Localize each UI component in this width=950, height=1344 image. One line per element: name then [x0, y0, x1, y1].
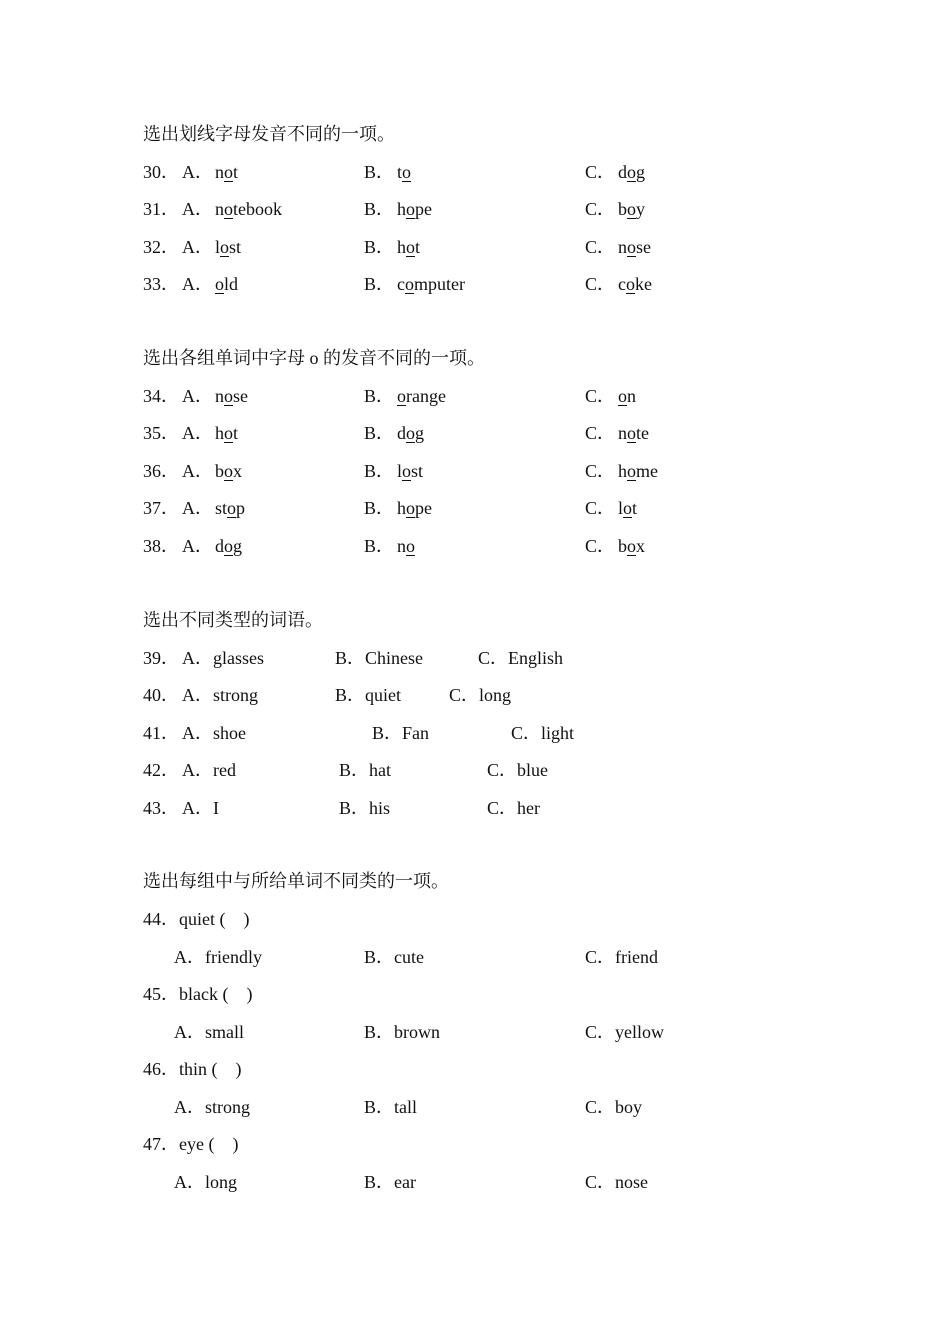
underlined-letter: o [402, 162, 412, 182]
option-b-word [397, 194, 432, 224]
question-number: 43． [143, 797, 179, 818]
option-a-label: A． [182, 460, 213, 481]
question-options-row [0, 942, 950, 972]
option-b-label: B． [364, 535, 395, 556]
option-b-label: B． [364, 274, 395, 295]
word-suffix: st [229, 236, 242, 257]
option-b-label: B． [364, 162, 395, 182]
question-prompt-row [0, 979, 950, 1009]
option-a-word [215, 269, 238, 299]
underlined-letter: o [406, 498, 415, 519]
question-number: 39． [143, 648, 179, 668]
underlined-letter: o [227, 498, 237, 519]
question-prompt: 44．quiet ( ) [143, 909, 250, 929]
underlined-letter: o [406, 199, 415, 220]
option-c-word [618, 456, 658, 486]
word-prefix: t [397, 162, 403, 182]
question-number: 34． [143, 386, 179, 406]
question-row [0, 493, 950, 523]
question-row [0, 755, 950, 785]
option-b-word [397, 232, 420, 262]
word-prefix: n [618, 236, 627, 257]
section-4-heading: 选出每组中与所给单词不同类的一项。 [143, 871, 449, 891]
option-a-word [215, 456, 242, 486]
question-number: 37． [143, 498, 179, 519]
underlined-letter: o [402, 460, 412, 481]
question-row [0, 269, 950, 299]
question-number: 40． [143, 685, 179, 706]
option-b-label: B． [364, 386, 395, 406]
word-prefix: b [618, 199, 627, 220]
option-b-word [397, 157, 411, 187]
question-number: 31． [143, 199, 179, 220]
question-number: 33． [143, 274, 179, 295]
question-row [0, 418, 950, 448]
option-b-word [397, 269, 465, 299]
option-c: C．nose [585, 1171, 648, 1192]
word-prefix: n [215, 199, 224, 220]
option-c: C．English [478, 648, 564, 668]
word-suffix: range [406, 386, 446, 406]
word-prefix: h [397, 498, 406, 519]
option-c-word [618, 531, 645, 561]
underlined-letter: o [224, 199, 233, 220]
option-a-label: A． [182, 274, 213, 295]
option-b: B．Chinese [335, 648, 423, 668]
word-prefix: h [618, 460, 627, 481]
option-b-word [397, 456, 423, 486]
word-prefix: b [215, 460, 224, 481]
option-c-word [618, 232, 651, 262]
word-prefix: n [397, 535, 406, 556]
word-prefix: d [215, 535, 224, 556]
word-prefix: c [618, 274, 626, 295]
question-number: 38． [143, 535, 179, 556]
word-suffix: y [636, 199, 645, 220]
word-suffix: p [236, 498, 246, 519]
option-c: C．light [511, 722, 575, 743]
question-row [0, 718, 950, 748]
word-suffix: g [415, 423, 424, 444]
question-number: 35． [143, 423, 179, 444]
word-suffix: t [632, 498, 638, 519]
option-a-label: A． [182, 236, 213, 257]
underlined-letter: o [224, 162, 233, 182]
option-a: A．long [174, 1171, 237, 1192]
question-number: 42． [143, 760, 179, 781]
word-prefix: l [215, 236, 221, 257]
word-suffix: x [636, 535, 645, 556]
underlined-letter: o [224, 386, 233, 406]
section-1-heading: 选出划线字母发音不同的一项。 [143, 124, 395, 144]
option-c-label: C． [585, 199, 616, 220]
option-b-word [397, 531, 415, 561]
question-row [0, 456, 950, 486]
option-c-word [618, 418, 649, 448]
question-row [0, 381, 950, 411]
question-number: 36． [143, 460, 179, 481]
underlined-letter: o [220, 236, 230, 257]
option-c: C．blue [487, 760, 548, 781]
option-a-word [215, 381, 248, 411]
word-suffix: te [636, 423, 649, 444]
underlined-letter: o [627, 162, 636, 182]
word-suffix: t [233, 162, 239, 182]
question-number: 41． [143, 722, 179, 743]
option-b: B．quiet [335, 685, 401, 706]
option-a: A．strong [182, 685, 258, 706]
option-b-label: B． [364, 236, 395, 257]
option-c-label: C． [585, 498, 616, 519]
question-prompt: 45．black ( ) [143, 984, 253, 1004]
option-c-label: C． [585, 386, 616, 406]
word-prefix: h [397, 199, 406, 220]
question-prompt-row [0, 1129, 950, 1159]
underlined-letter: o [224, 460, 233, 481]
option-c-word [618, 157, 645, 187]
option-c-word [618, 194, 645, 224]
question-row [0, 531, 950, 561]
option-b: B．brown [364, 1021, 440, 1042]
option-b: B．ear [364, 1171, 416, 1192]
option-c-word [618, 493, 637, 523]
option-a-label: A． [182, 386, 213, 406]
underlined-letter: o [406, 423, 415, 444]
word-prefix: l [397, 460, 403, 481]
option-c: C．yellow [585, 1021, 664, 1042]
underlined-letter: o [626, 274, 635, 295]
question-prompt: 47．eye ( ) [143, 1134, 239, 1154]
option-a-word [215, 232, 241, 262]
option-b-label: B． [364, 460, 395, 481]
option-c-label: C． [585, 274, 616, 295]
option-a-label: A． [182, 162, 213, 182]
word-suffix: se [233, 386, 248, 406]
option-b-word [397, 493, 432, 523]
word-prefix: n [618, 423, 627, 444]
word-suffix: mputer [414, 274, 465, 295]
section-2-heading: 选出各组单词中字母 o 的发音不同的一项。 [143, 348, 485, 368]
option-a-label: A． [182, 199, 213, 220]
option-a: A．shoe [182, 722, 246, 743]
option-a: A．strong [174, 1096, 250, 1117]
question-row [0, 680, 950, 710]
option-c: C．her [487, 797, 540, 818]
word-prefix: n [215, 386, 224, 406]
option-c-label: C． [585, 460, 616, 481]
underlined-letter: o [627, 423, 636, 444]
underlined-letter: o [618, 386, 627, 406]
question-options-row [0, 1017, 950, 1047]
option-c: C．boy [585, 1096, 643, 1117]
word-prefix: d [618, 162, 627, 182]
question-row [0, 643, 950, 673]
word-suffix: g [636, 162, 645, 182]
option-b-word [397, 381, 446, 411]
question-number: 30． [143, 162, 179, 182]
option-a-label: A． [182, 423, 213, 444]
question-row [0, 793, 950, 823]
option-a-word [215, 418, 238, 448]
word-suffix: t [415, 236, 421, 257]
word-suffix: ke [635, 274, 652, 295]
option-a: A．friendly [174, 946, 262, 967]
underlined-letter: o [224, 423, 233, 444]
underlined-letter: o [627, 460, 636, 481]
option-a-word [215, 493, 245, 523]
option-b-word [397, 418, 424, 448]
option-c: C．friend [585, 946, 658, 967]
option-b: B．his [339, 797, 391, 818]
option-a: A．glasses [182, 648, 264, 668]
option-a: A．I [182, 797, 219, 818]
option-c-label: C． [585, 423, 616, 444]
word-suffix: se [636, 236, 651, 257]
question-options-row [0, 1167, 950, 1197]
option-c-label: C． [585, 236, 616, 257]
word-suffix: pe [415, 498, 432, 519]
question-options-row [0, 1092, 950, 1122]
word-suffix: g [233, 535, 242, 556]
question-prompt-row [0, 1054, 950, 1084]
underlined-letter: o [627, 199, 636, 220]
option-a-word [215, 157, 238, 187]
option-b-label: B． [364, 423, 395, 444]
underlined-letter: o [627, 535, 636, 556]
question-number: 32． [143, 236, 179, 257]
word-suffix: n [627, 386, 636, 406]
word-suffix: pe [415, 199, 432, 220]
word-suffix: me [636, 460, 658, 481]
option-c-label: C． [585, 162, 616, 182]
option-a-label: A． [182, 535, 213, 556]
section-3-heading: 选出不同类型的词语。 [143, 610, 323, 630]
question-row [0, 232, 950, 262]
word-prefix: b [618, 535, 627, 556]
question-prompt: 46．thin ( ) [143, 1059, 242, 1079]
option-a-label: A． [182, 498, 213, 519]
option-c-label: C． [585, 535, 616, 556]
option-b: B．Fan [372, 722, 430, 743]
word-prefix: c [397, 274, 405, 295]
underlined-letter: o [215, 274, 224, 295]
word-prefix: l [618, 498, 624, 519]
question-prompt-row [0, 904, 950, 934]
option-a-word [215, 531, 242, 561]
word-suffix: x [233, 460, 242, 481]
underlined-letter: o [406, 535, 415, 556]
question-row [0, 157, 950, 187]
underlined-letter: o [224, 535, 233, 556]
option-a: A．red [182, 760, 236, 781]
underlined-letter: o [623, 498, 633, 519]
word-suffix: st [411, 460, 424, 481]
underlined-letter: o [397, 386, 406, 406]
option-b: B．cute [364, 946, 424, 967]
word-suffix: ld [224, 274, 239, 295]
underlined-letter: o [406, 236, 415, 257]
question-row [0, 194, 950, 224]
option-c-word [618, 381, 636, 411]
word-prefix: h [215, 423, 224, 444]
option-a: A．small [174, 1021, 244, 1042]
option-c-word [618, 269, 652, 299]
option-b-label: B． [364, 498, 395, 519]
underlined-letter: o [627, 236, 636, 257]
option-c: C．long [449, 685, 512, 706]
option-b-label: B． [364, 199, 395, 220]
option-b: B．tall [364, 1096, 417, 1117]
word-prefix: h [397, 236, 406, 257]
underlined-letter: o [405, 274, 414, 295]
word-suffix: tebook [233, 199, 282, 220]
word-prefix: n [215, 162, 224, 182]
option-a-word [215, 194, 282, 224]
option-b: B．hat [339, 760, 391, 781]
word-suffix: t [233, 423, 239, 444]
word-prefix: d [397, 423, 406, 444]
word-prefix: st [215, 498, 228, 519]
